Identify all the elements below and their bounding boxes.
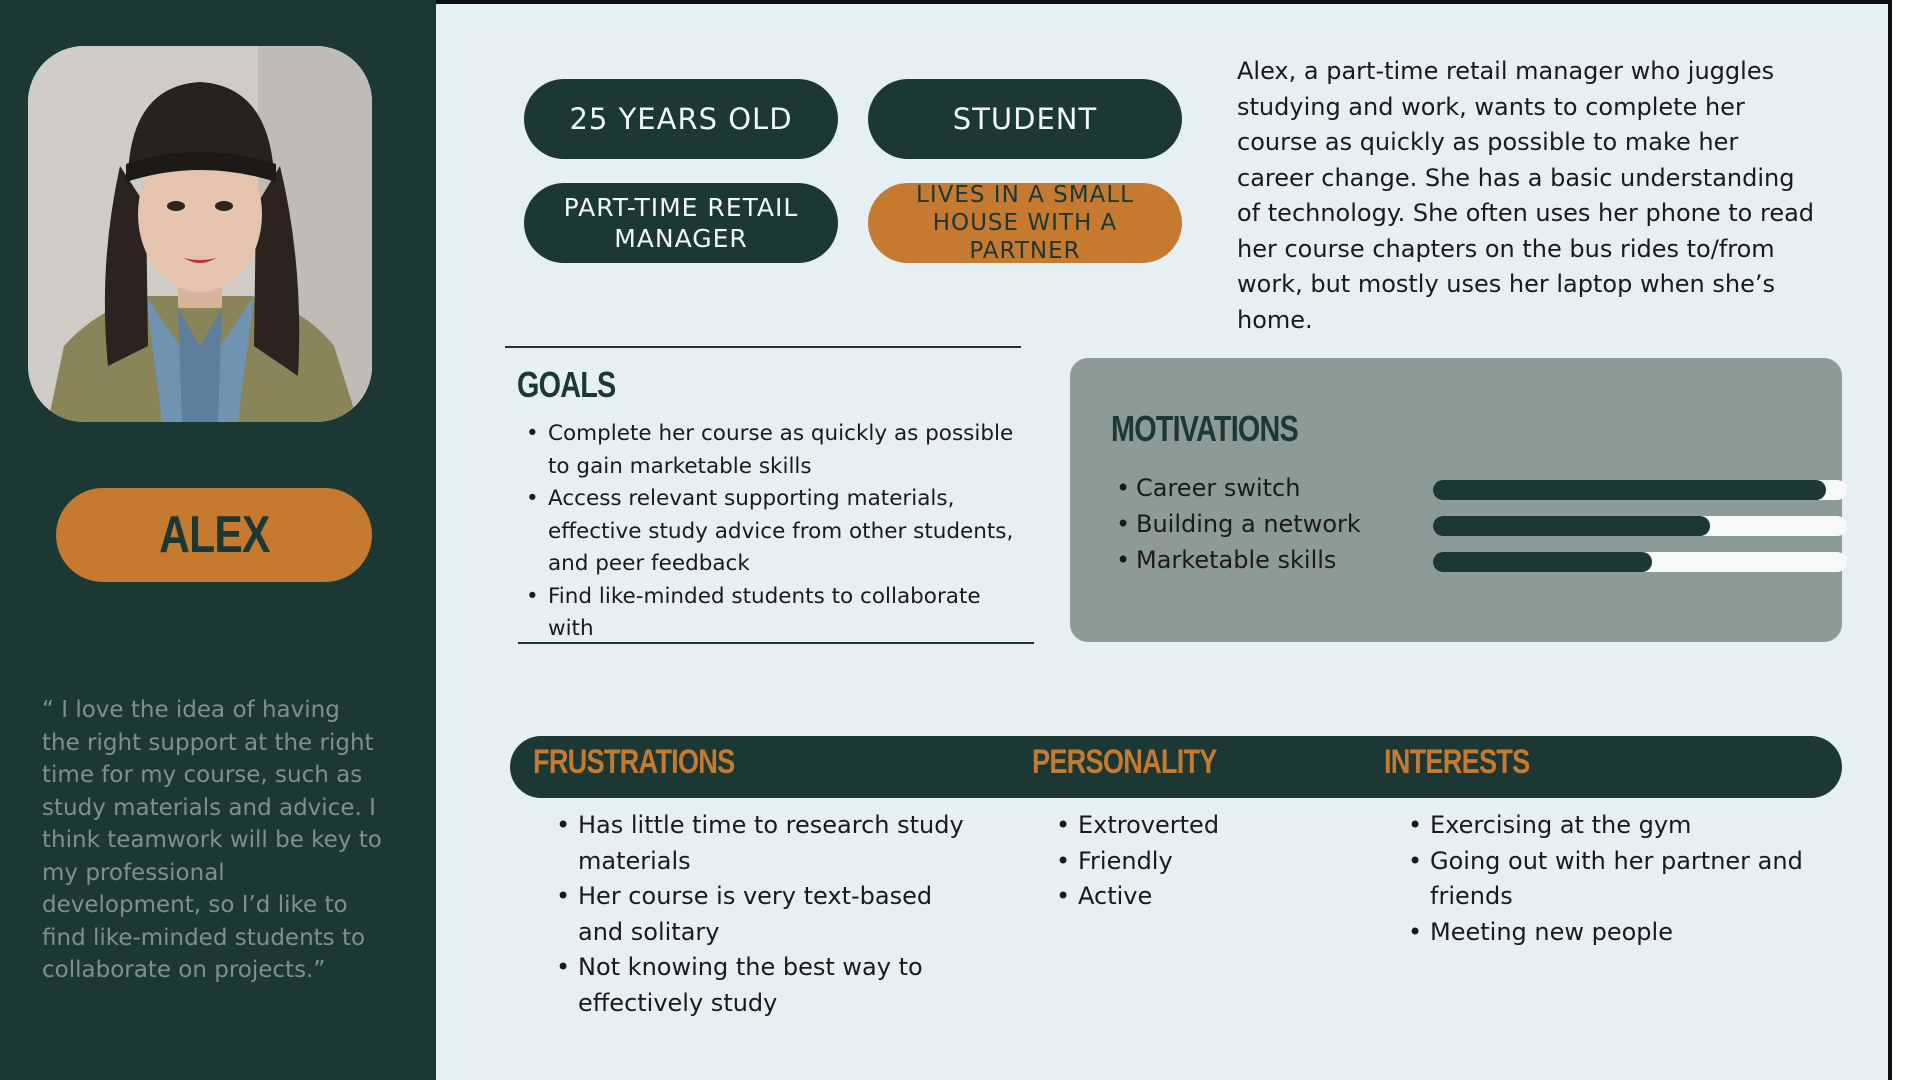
role-tag-label: STUDENT bbox=[952, 102, 1098, 136]
goals-heading: GOALS bbox=[517, 364, 616, 405]
living-tag-label: LIVES IN A SMALL HOUSE WITH A PARTNER bbox=[916, 182, 1134, 264]
list-item: • Going out with her partner and friends bbox=[1400, 844, 1820, 915]
job-tag bbox=[524, 183, 838, 263]
list-item: • Complete her course as quickly as possible to gain marketable skills bbox=[518, 418, 1028, 483]
motivations-card bbox=[1070, 358, 1842, 642]
persona-name: ALEX bbox=[158, 506, 270, 564]
list-item: • Exercising at the gym bbox=[1400, 808, 1820, 844]
motivation-label: • Career switch bbox=[1106, 470, 1406, 506]
motivation-row bbox=[1106, 470, 1806, 506]
motivation-bar-track bbox=[1433, 552, 1847, 572]
goals-list bbox=[518, 418, 1028, 646]
interests-heading: INTERESTS bbox=[1384, 743, 1530, 781]
list-item: • Extroverted bbox=[1048, 808, 1348, 844]
list-item: • Has little time to research study materials bbox=[548, 808, 978, 879]
persona-quote: “ I love the idea of having the right support at the right time for my course, such as study materials and advice. I think teamwork will be key to my professional development, so I’d like to find like-minded students to collaborate on projects.” bbox=[42, 697, 382, 983]
frustrations-heading: FRUSTRATIONS bbox=[533, 743, 735, 781]
living-tag bbox=[868, 183, 1182, 263]
list-item: • Meeting new people bbox=[1400, 915, 1820, 951]
motivation-row bbox=[1106, 506, 1806, 542]
motivation-bar-fill bbox=[1433, 516, 1710, 536]
age-tag bbox=[524, 79, 838, 159]
motivations-heading: MOTIVATIONS bbox=[1111, 408, 1298, 449]
persona-sidebar bbox=[0, 0, 436, 1080]
motivation-bar-track bbox=[1433, 480, 1847, 500]
list-item: • Not knowing the best way to effectively study bbox=[548, 950, 978, 1021]
personality-list bbox=[1048, 808, 1348, 915]
goals-top-divider bbox=[505, 346, 1021, 348]
job-tag-label: PART-TIME RETAIL MANAGER bbox=[563, 193, 799, 253]
list-item: • Active bbox=[1048, 879, 1348, 915]
goals-bottom-divider bbox=[518, 642, 1034, 644]
persona-intro: Alex, a part-time retail manager who juggles studying and work, wants to complete her course as quickly as possible to make her career change. She has a basic understanding of technology. She often uses her phone to read her course chapters on the bus rides to/from work, but mostly uses her laptop when she’s home. bbox=[1237, 57, 1815, 334]
motivation-label: • Marketable skills bbox=[1106, 542, 1406, 578]
frustrations-list bbox=[548, 808, 978, 1021]
motivation-label: • Building a network bbox=[1106, 506, 1406, 542]
motivations-list bbox=[1106, 470, 1806, 578]
page-margin bbox=[1892, 0, 1920, 1080]
list-item: • Find like-minded students to collaborate with bbox=[518, 581, 1028, 646]
interests-list bbox=[1400, 808, 1820, 950]
motivation-row bbox=[1106, 542, 1806, 578]
motivation-bar-track bbox=[1433, 516, 1847, 536]
list-item: • Her course is very text-based and solitary bbox=[548, 879, 978, 950]
list-item: • Friendly bbox=[1048, 844, 1348, 880]
portrait-photo-icon bbox=[28, 46, 372, 422]
motivation-bar-fill bbox=[1433, 552, 1652, 572]
personality-heading: PERSONALITY bbox=[1032, 743, 1217, 781]
motivation-bar-fill bbox=[1433, 480, 1826, 500]
list-item: • Access relevant supporting materials, effective study advice from other students, and peer feedback bbox=[518, 483, 1028, 581]
role-tag bbox=[868, 79, 1182, 159]
age-tag-label: 25 YEARS OLD bbox=[569, 102, 793, 136]
persona-photo bbox=[28, 46, 372, 422]
persona-name-badge bbox=[56, 488, 372, 582]
